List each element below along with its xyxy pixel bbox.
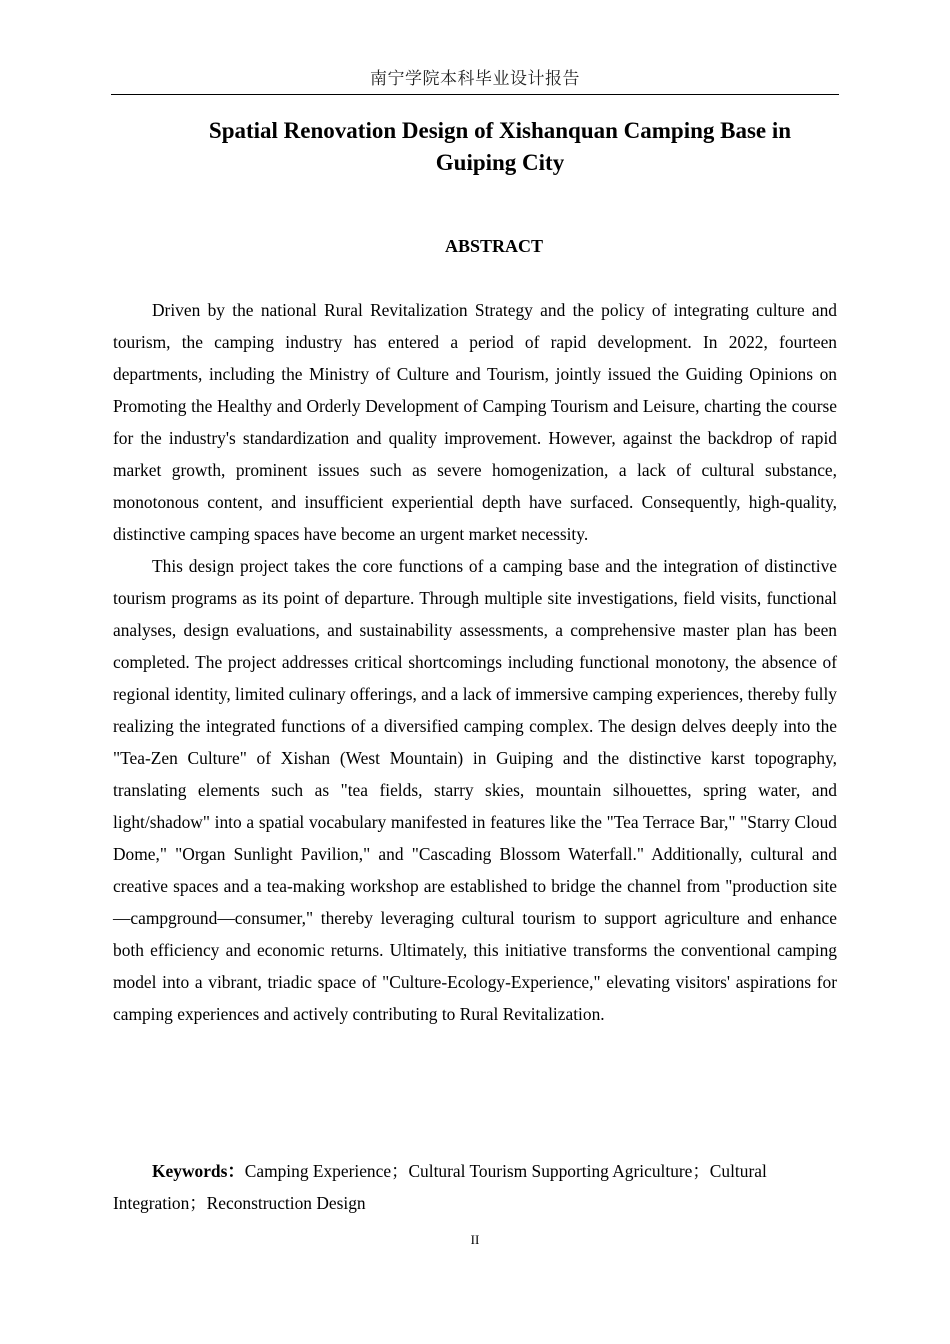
abstract-paragraph-2: This design project takes the core functions of a camping base and the integration of distinctive tourism programs as its point of departure. Through multiple site investigations, field visits, functional analyses, design evaluations, and sustainability assessments, a comprehensive master plan has been completed. The project addresses critical shortcomings including functional monotony, the absence of regional identity, limited culinary offerings, and a lack of immersive camping experiences, thereby fully realizing the integrated functions of a diversified camping complex. The design delves deeply into the "Tea-Zen Culture" of Xishan (West Mountain) in Guiping and the distinctive karst topography, translating elements such as "tea fields, starry skies, mountain silhouettes, spring water, and light/shadow" into a spatial vocabulary manifested in features like the "Tea Terrace Bar," "Starry Cloud Dome," "Organ Sunlight Pavilion," and "Cascading Blossom Waterfall." Additionally, cultural and creative spaces and a tea-making workshop are established to bridge the channel from "production site—campground—consumer," thereby leveraging cultural tourism to support agriculture and enhance both efficiency and economic returns. Ultimately, this initiative transforms the conventional camping model into a vibrant, triadic space of "Culture-Ecology-Experience," elevating visitors' aspirations for camping experiences and actively contributing to Rural Revitalization. — [113, 556, 837, 1024]
document-title — [130, 115, 870, 179]
title-line-2: Guiping City — [435, 150, 565, 175]
keywords-label: Keywords： — [152, 1161, 245, 1181]
abstract-heading: ABSTRACT — [444, 236, 544, 256]
abstract-body — [113, 294, 837, 1030]
title-line-1: Spatial Renovation Design of Xishanquan Camping Base in — [208, 118, 792, 143]
abstract-paragraph-1: Driven by the national Rural Revitalization Strategy and the policy of integrating culture and tourism, the camping industry has entered a period of rapid development. In 2022, fourteen departments, including the Ministry of Culture and Tourism, jointly issued the Guiding Opinions on Promoting the Healthy and Orderly Development of Camping Tourism and Leisure, charting the course for the industry's standardization and quality improvement. However, against the backdrop of rapid market growth, prominent issues such as severe homogenization, a lack of cultural substance, monotonous content, and insufficient experiential depth have surfaced. Consequently, high-quality, distinctive camping spaces have become an urgent market necessity. — [113, 300, 837, 544]
header-rule — [111, 94, 839, 95]
keywords-text: Camping Experience；Cultural Tourism Supporting Agriculture；Cultural Integration；Reconstruction Design — [113, 1161, 767, 1213]
page-number: II — [470, 1232, 480, 1247]
keywords-line — [113, 1155, 837, 1219]
running-header: 南宁学院本科毕业设计报告 — [370, 69, 580, 88]
